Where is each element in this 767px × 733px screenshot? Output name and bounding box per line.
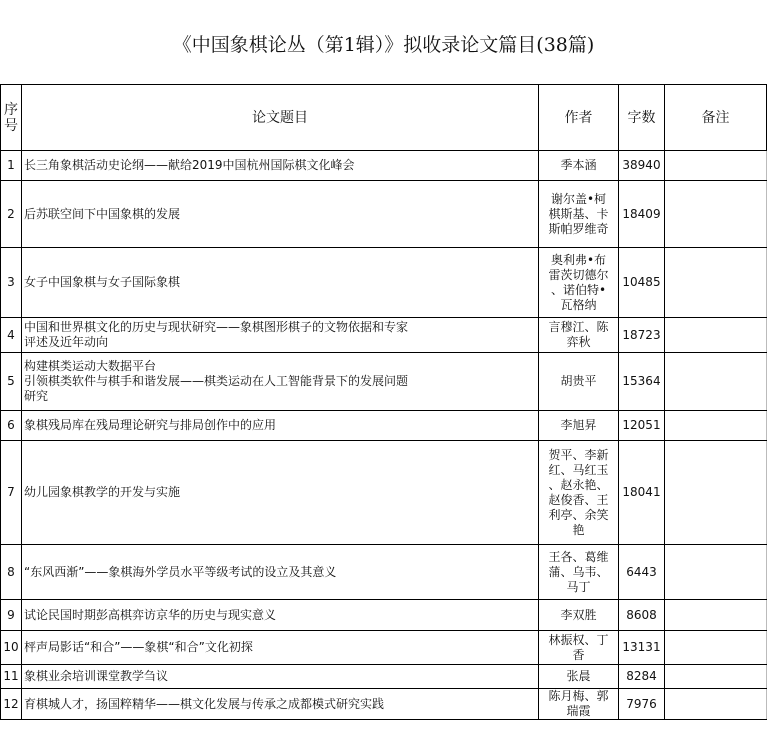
paper-title-line: 评述及近年动向 [24, 335, 109, 349]
row-serial-number: 4 [1, 318, 22, 353]
table-row [1, 545, 767, 600]
row-author [539, 545, 619, 600]
row-remarks [665, 411, 767, 441]
row-paper-title [22, 600, 539, 631]
table-header-row [1, 85, 767, 151]
document-title: 《中国象棋论丛（第1辑）》拟收录论文篇目(38篇) [172, 34, 595, 56]
table-row [1, 631, 767, 665]
paper-title-line: 试论民国时期彭高棋弈访京华的历史与现实意义 [24, 607, 277, 622]
table-row [1, 411, 767, 441]
paper-title-line: “东风西渐”——象棋海外学员水平等级考试的设立及其意义 [24, 564, 337, 579]
row-remarks [665, 248, 767, 318]
row-word-count: 8608 [619, 600, 665, 631]
row-remarks [665, 600, 767, 631]
row-author [539, 318, 619, 353]
table-row [1, 689, 767, 720]
row-author [539, 248, 619, 318]
row-paper-title [22, 318, 539, 353]
author-line: 李双胜 [560, 607, 597, 622]
author-line: 奥利弗•布 [550, 252, 607, 267]
row-author [539, 181, 619, 248]
paper-title-line: 构建棋类运动大数据平台 [24, 359, 157, 373]
row-word-count: 15364 [619, 353, 665, 411]
paper-title-line: 象棋业余培训课堂教学刍议 [24, 669, 169, 683]
paper-title-line: 育棋城人才，扬国粹精华——棋文化发展与传承之成都模式研究实践 [24, 696, 385, 711]
row-word-count: 18409 [619, 181, 665, 248]
row-author [539, 151, 619, 181]
author-line: 瓦格纳 [560, 297, 597, 312]
row-author [539, 689, 619, 720]
author-line: 王各、葛维 [548, 549, 609, 564]
row-paper-title [22, 545, 539, 600]
row-serial-number: 9 [1, 600, 22, 631]
row-word-count: 12051 [619, 411, 665, 441]
author-line: 言穆江、陈 [548, 320, 609, 334]
row-remarks [665, 318, 767, 353]
author-line: 谢尔盖•柯 [550, 191, 607, 206]
row-serial-number: 6 [1, 411, 22, 441]
paper-title-line: 后苏联空间下中国象棋的发展 [24, 206, 181, 221]
table-row [1, 151, 767, 181]
author-line: 林振权、丁 [548, 632, 609, 647]
row-author [539, 411, 619, 441]
author-line: 、诺伯特• [550, 282, 607, 297]
row-remarks [665, 631, 767, 665]
row-paper-title [22, 248, 539, 318]
row-author [539, 353, 619, 411]
author-line: 马丁 [566, 579, 591, 594]
row-serial-number: 5 [1, 353, 22, 411]
row-serial-number: 8 [1, 545, 22, 600]
author-line: 贺平、李新 [548, 447, 609, 462]
header-paper-title: 论文题目 [22, 85, 539, 151]
row-remarks [665, 441, 767, 545]
row-paper-title [22, 689, 539, 720]
row-remarks [665, 353, 767, 411]
author-line: 利亭、余笑 [548, 507, 609, 522]
author-line: 陈月梅、郭 [548, 689, 609, 703]
paper-title-line: 研究 [24, 389, 49, 403]
row-paper-title [22, 181, 539, 248]
author-line: 弈秋 [566, 335, 591, 349]
author-line: 红、马红玉 [548, 462, 609, 477]
paper-title-line: 象棋残局库在残局理论研究与排局创作中的应用 [24, 418, 277, 432]
author-line: 胡贵平 [560, 374, 597, 388]
row-author [539, 665, 619, 689]
author-line: 季本涵 [560, 158, 597, 172]
paper-title-line: 幼儿园象棋教学的开发与实施 [24, 485, 181, 499]
row-remarks [665, 181, 767, 248]
row-word-count: 10485 [619, 248, 665, 318]
paper-title-line: 长三角象棋活动史论纲——献给2019中国杭州国际棋文化峰会 [24, 158, 355, 172]
row-serial-number: 2 [1, 181, 22, 248]
row-serial-number: 7 [1, 441, 22, 545]
table-row [1, 665, 767, 689]
row-paper-title [22, 665, 539, 689]
paper-title-line: 引领棋类软件与棋手和谐发展——棋类运动在人工智能背景下的发展问题 [24, 374, 409, 388]
row-serial-number: 12 [1, 689, 22, 720]
table-row [1, 441, 767, 545]
header-serial-line-2: 号 [4, 117, 18, 134]
row-paper-title [22, 151, 539, 181]
row-paper-title [22, 631, 539, 665]
paper-title-line: 女子中国象棋与女子国际象棋 [24, 275, 181, 289]
header-word-count: 字数 [619, 85, 665, 151]
row-remarks [665, 689, 767, 720]
author-line: 香 [572, 647, 585, 662]
row-author [539, 441, 619, 545]
row-word-count: 18041 [619, 441, 665, 545]
row-serial-number: 10 [1, 631, 22, 665]
row-serial-number: 1 [1, 151, 22, 181]
table-body [1, 151, 767, 720]
author-line: 斯帕罗维奇 [548, 221, 609, 236]
table-row [1, 181, 767, 248]
header-serial-number [1, 85, 22, 151]
row-serial-number: 3 [1, 248, 22, 318]
row-remarks [665, 665, 767, 689]
paper-title-line: 中国和世界棋文化的历史与现状研究——象棋图形棋子的文物依据和专家 [24, 320, 409, 334]
paper-title-line: 枰声局影话“和合”——象棋“和合”文化初探 [24, 640, 253, 654]
author-line: 、赵永艳、 [548, 477, 609, 492]
table-row [1, 318, 767, 353]
row-remarks [665, 151, 767, 181]
author-line: 瑞霞 [566, 704, 591, 718]
header-author: 作者 [539, 85, 619, 151]
row-author [539, 600, 619, 631]
row-word-count: 6443 [619, 545, 665, 600]
header-remarks: 备注 [665, 85, 767, 151]
author-line: 张晨 [566, 669, 591, 683]
row-paper-title [22, 441, 539, 545]
author-line: 赵俊香、王 [548, 492, 609, 507]
author-line: 雷茨切德尔 [548, 267, 609, 282]
row-paper-title [22, 353, 539, 411]
row-serial-number: 11 [1, 665, 22, 689]
row-word-count: 8284 [619, 665, 665, 689]
row-paper-title [22, 411, 539, 441]
row-author [539, 631, 619, 665]
table-row [1, 600, 767, 631]
row-word-count: 18723 [619, 318, 665, 353]
row-word-count: 38940 [619, 151, 665, 181]
author-line: 蒲、乌韦、 [548, 564, 609, 579]
author-line: 艳 [572, 522, 585, 537]
table-row [1, 353, 767, 411]
row-word-count: 7976 [619, 689, 665, 720]
table-row [1, 248, 767, 318]
header-serial-line-1: 序 [4, 101, 18, 118]
paper-list-table [0, 84, 767, 720]
row-word-count: 13131 [619, 631, 665, 665]
author-line: 棋斯基、卡 [548, 206, 609, 221]
author-line: 李旭昇 [560, 418, 597, 432]
row-remarks [665, 545, 767, 600]
